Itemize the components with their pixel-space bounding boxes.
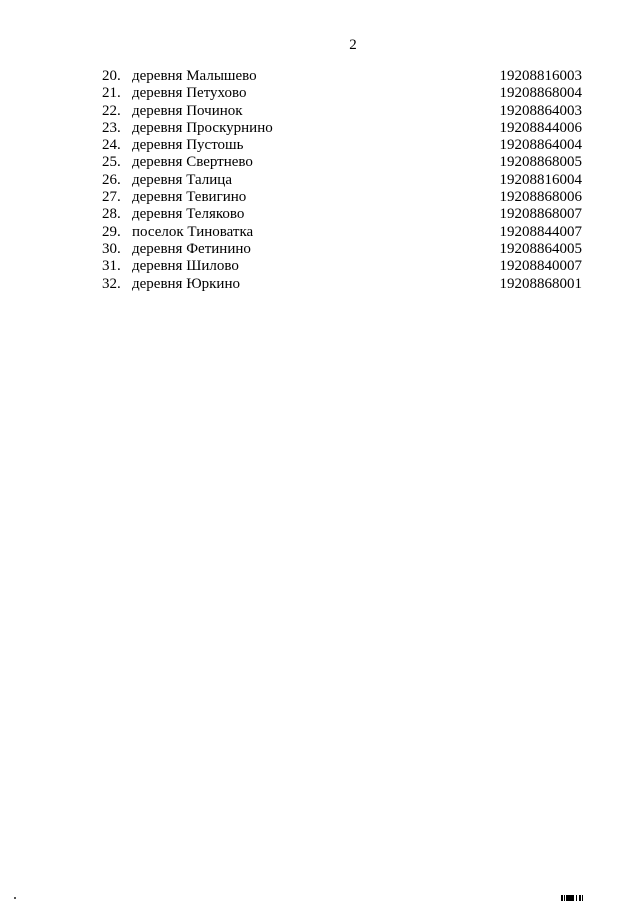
list-item: [0, 206, 640, 223]
list-item: [0, 189, 640, 206]
settlement-list: [0, 68, 640, 293]
list-item: [0, 224, 640, 241]
list-item: [0, 85, 640, 102]
item-number: 20.: [102, 68, 121, 84]
item-name: деревня Свертнево: [132, 154, 253, 171]
item-name: деревня Юркино: [132, 275, 240, 292]
barcode-icon: [561, 895, 583, 901]
item-code: 19208868007: [499, 206, 582, 223]
item-number: 27.: [102, 189, 121, 206]
list-item: [0, 258, 640, 275]
item-number: 24.: [102, 137, 121, 154]
item-code: 19208816004: [499, 171, 582, 188]
item-number: 28.: [102, 206, 121, 223]
item-number: 23.: [102, 119, 121, 136]
item-code: 19208864005: [499, 240, 582, 257]
list-item: [0, 120, 640, 137]
list-item: [0, 154, 640, 171]
item-name: деревня Малышево: [132, 68, 257, 84]
item-name: деревня Теляково: [132, 206, 245, 223]
item-name: деревня Пустошь: [132, 137, 244, 154]
item-code: 19208868006: [499, 189, 582, 206]
list-item: [0, 68, 640, 85]
item-code: 19208868001: [499, 275, 582, 292]
item-name: поселок Тиноватка: [132, 223, 254, 240]
scan-dot-mark: [14, 897, 16, 899]
item-code: 19208868005: [499, 154, 582, 171]
item-name: деревня Проскурнино: [132, 119, 273, 136]
list-item: [0, 172, 640, 189]
item-number: 31.: [102, 258, 121, 275]
item-code: 19208868004: [499, 85, 582, 102]
item-name: деревня Талица: [132, 171, 232, 188]
item-code: 19208864004: [499, 137, 582, 154]
list-item: [0, 241, 640, 258]
item-code: 19208816003: [499, 68, 582, 84]
item-number: 32.: [102, 275, 121, 292]
item-name: деревня Шилово: [132, 258, 239, 275]
list-item: [0, 103, 640, 120]
item-number: 26.: [102, 171, 121, 188]
page-number: 2: [349, 37, 357, 53]
item-name: деревня Тевигино: [132, 189, 247, 206]
item-name: деревня Петухово: [132, 85, 247, 102]
item-name: деревня Фетинино: [132, 240, 251, 257]
list-item: [0, 276, 640, 293]
item-code: 19208840007: [499, 258, 582, 275]
item-number: 25.: [102, 154, 121, 171]
item-code: 19208864003: [499, 102, 582, 119]
item-number: 22.: [102, 102, 121, 119]
item-name: деревня Починок: [132, 102, 243, 119]
item-number: 30.: [102, 240, 121, 257]
item-code: 19208844006: [499, 119, 582, 136]
item-number: 29.: [102, 223, 121, 240]
item-code: 19208844007: [499, 223, 582, 240]
list-item: [0, 137, 640, 154]
item-number: 21.: [102, 85, 121, 102]
